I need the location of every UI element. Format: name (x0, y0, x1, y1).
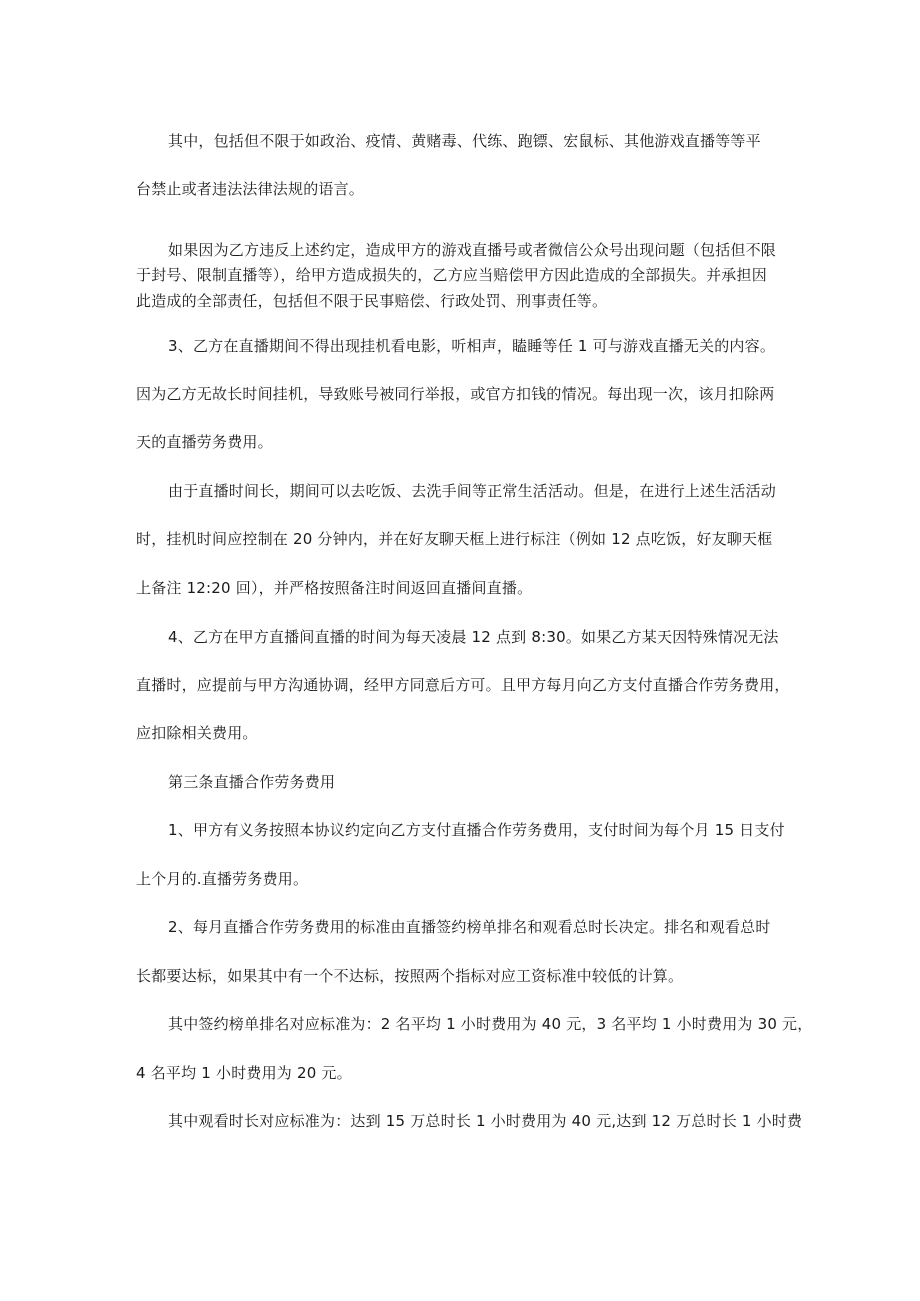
text-line: 台禁止或者违法法律法规的语言。 (136, 180, 365, 198)
text-line: 如果因为乙方违反上述约定，造成甲方的游戏直播号或者微信公众号出现问题（包括但不限 (168, 241, 777, 259)
text-line: 长都要达标，如果其中有一个不达标，按照两个指标对应工资标准中较低的计算。 (136, 967, 684, 985)
text-line: 此造成的全部责任，包括但不限于民事赔偿、行政处罚、刑事责任等。 (136, 292, 608, 310)
text-line: 1、甲方有义务按照本协议约定向乙方支付直播合作劳务费用，支付时间为每个月 15 日支付 (168, 821, 785, 839)
text-line: 由于直播时间长，期间可以去吃饭、去洗手间等正常生活活动。但是，在进行上述生活活动 (168, 482, 777, 500)
text-line: 因为乙方无故长时间挂机，导致账号被同行举报，或官方扣钱的情况。每出现一次，该月扣除两 (136, 385, 775, 403)
text-line: 其中签约榜单排名对应标准为：2 名平均 1 小时费用为 40 元，3 名平均 1 小时费用为 30 元， (168, 1015, 813, 1033)
text-line: 上备注 12:20 回），并严格按照备注时间返回直播间直播。 (136, 579, 533, 597)
text-line: 其中观看时长对应标准为：达到 15 万总时长 1 小时费用为 40 元,达到 12 万总时长 1 小时费 (168, 1112, 803, 1130)
section-heading: 第三条直播合作劳务费用 (168, 773, 336, 791)
text-line: 其中，包括但不限于如政治、疫情、黄赌毒、代练、跑镖、宏鼠标、其他游戏直播等等平 (168, 132, 761, 150)
text-line: 直播时，应提前与甲方沟通协调，经甲方同意后方可。且甲方每月向乙方支付直播合作劳务费用， (136, 676, 790, 694)
text-line: 3、乙方在直播期间不得出现挂机看电影，听相声，瞌睡等任 1 可与游戏直播无关的内容。 (168, 337, 776, 355)
text-line: 时，挂机时间应控制在 20 分钟内，并在好友聊天框上进行标注（例如 12 点吃饭，好友聊天框 (136, 530, 773, 548)
text-line: 2、每月直播合作劳务费用的标准由直播签约榜单排名和观看总时长决定。排名和观看总时 (168, 918, 771, 936)
text-line: 4 名平均 1 小时费用为 20 元。 (136, 1064, 352, 1082)
text-line: 于封号、限制直播等），给甲方造成损失的，乙方应当赔偿甲方因此造成的全部损失。并承担因 (136, 266, 767, 284)
text-line: 4、乙方在甲方直播间直播的时间为每天凌晨 12 点到 8:30。如果乙方某天因特殊情况无法 (168, 628, 779, 646)
text-line: 上个月的.直播劳务费用。 (136, 870, 309, 888)
text-line: 应扣除相关费用。 (136, 724, 258, 742)
text-line: 天的直播劳务费用。 (136, 433, 273, 451)
